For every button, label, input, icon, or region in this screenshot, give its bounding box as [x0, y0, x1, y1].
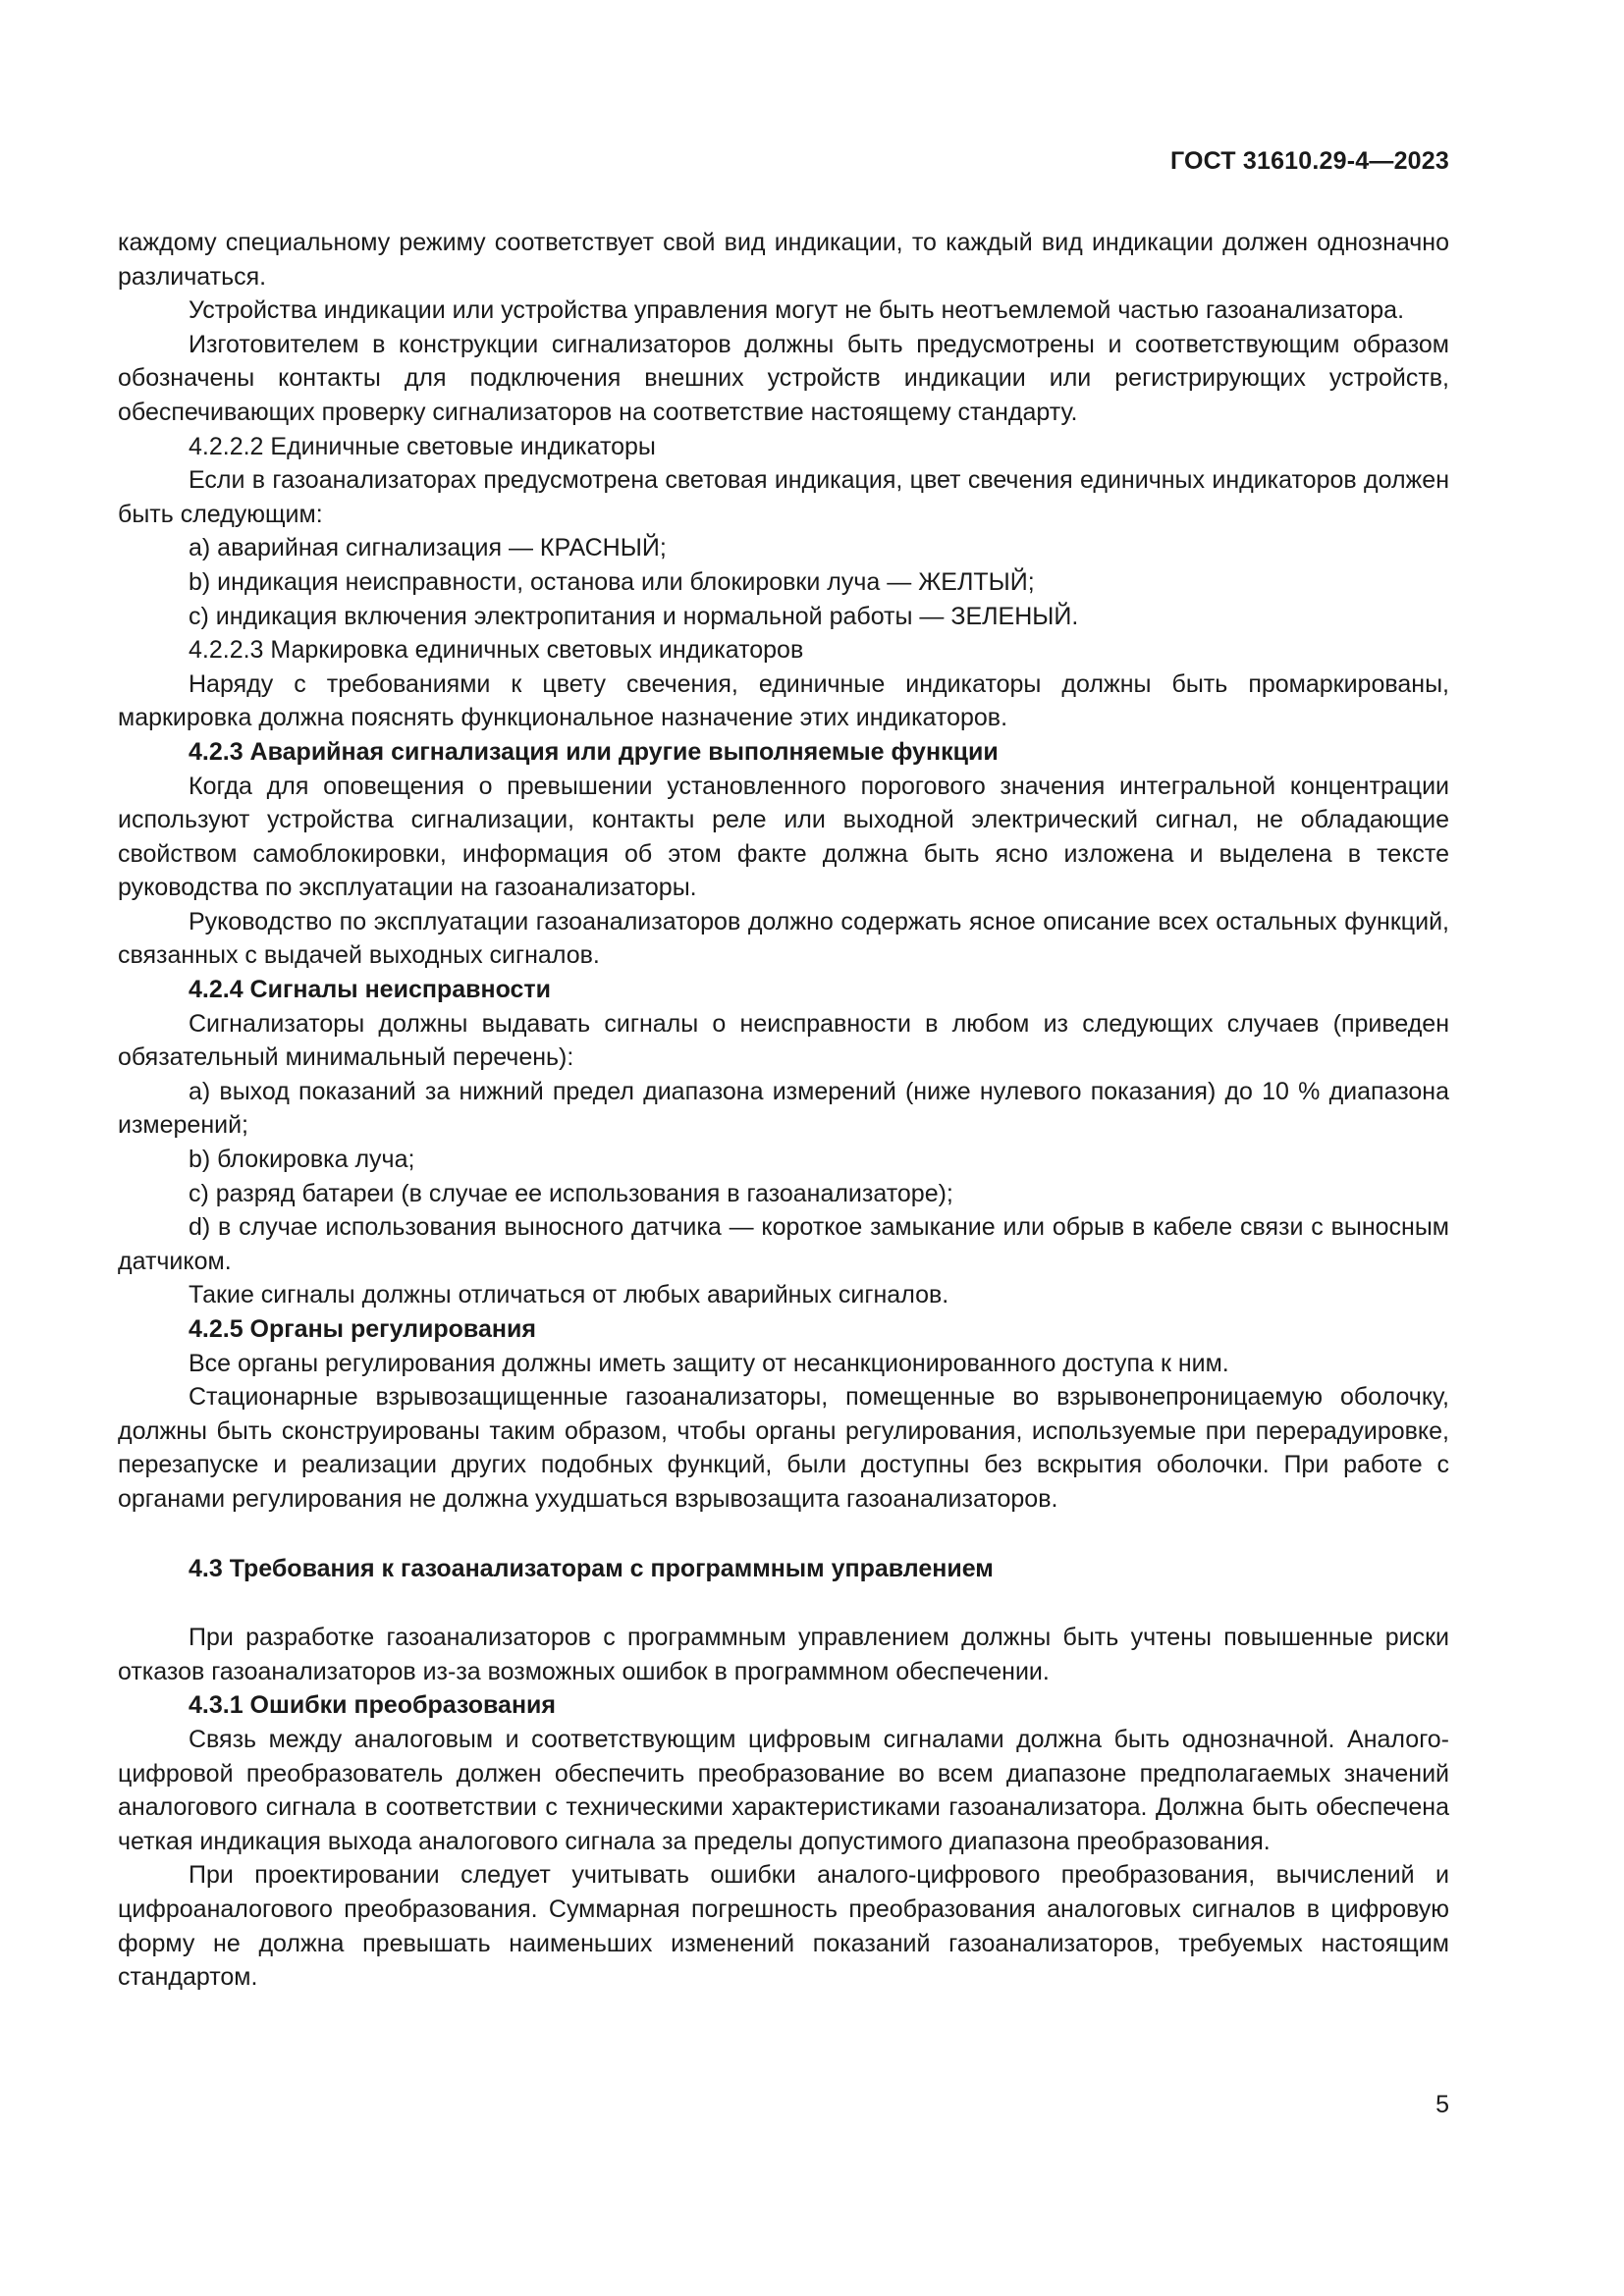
- paragraph: Руководство по эксплуатации газоанализаторов должно содержать ясное описание всех остальных функций, связанных с выдачей выходных сигналов.: [118, 907, 1449, 970]
- subsection-title: 4.2.2.3 Маркировка единичных световых индикаторов: [189, 636, 804, 665]
- list-item: b) блокировка луча;: [189, 1146, 415, 1174]
- paragraph: Наряду с требованиями к цвету свечения, единичные индикаторы должны быть промаркированы, маркировка должна пояснять функциональное назначение этих индикаторов.: [118, 669, 1449, 732]
- paragraph: Когда для оповещения о превышении установленного порогового значения интегральной концентрации используют устройства сигнализации, контакты реле или выходной электрический сигнал, не обладающие свойством самоблокировки, информация об этом факте должна быть ясно изложена и выделена в тексте руководства по эксплуатации на газоанализаторы.: [118, 772, 1449, 902]
- list-item: d) в случае использования выносного датчика — короткое замыкание или обрыв в кабеле связи с выносным датчиком.: [118, 1213, 1449, 1275]
- paragraph: При проектировании следует учитывать ошибки аналого-цифрового преобразования, вычислений и цифроаналогового преобразования. Суммарная погрешность преобразования аналоговых сигналов в цифровую форму не должна превышать наименьших изменений показаний газоанализаторов, требуемых настоящим стандартом.: [118, 1861, 1449, 1992]
- paragraph: Все органы регулирования должны иметь защиту от несанкционированного доступа к ним.: [189, 1349, 1229, 1377]
- section-heading: 4.2.3 Аварийная сигнализация или другие выполняемые функции: [189, 737, 999, 766]
- section-heading: 4.3.1 Ошибки преобразования: [189, 1691, 557, 1720]
- list-item: c) разряд батареи (в случае ее использования в газоанализаторе);: [189, 1179, 953, 1207]
- list-item: a) выход показаний за нижний предел диапазона измерений (ниже нулевого показания) до 10 % диапазона измерений;: [118, 1077, 1449, 1140]
- paragraph: Стационарные взрывозащищенные газоанализаторы, помещенные во взрывонепроницаемую оболочку, должны быть сконструированы таким образом, чтобы органы регулирования, используемые при перерадуировке, перезапуске и реализации других подобных функций, были доступны без вскрытия оболочки. При работе с органами регулирования не должна ухудшаться взрывозащита газоанализаторов.: [118, 1383, 1449, 1513]
- paragraph: Изготовителем в конструкции сигнализаторов должны быть предусмотрены и соответствующим образом обозначены контакты для подключения внешних устройств индикации или регистрирующих устройств, обеспечивающих проверку сигнализаторов на соответствие настоящему стандарту.: [118, 330, 1449, 426]
- page-number: 5: [1435, 2091, 1449, 2118]
- paragraph: Устройства индикации или устройства управления могут не быть неотъемлемой частью газоанализатора.: [189, 296, 1405, 325]
- list-item: a) аварийная сигнализация — КРАСНЫЙ;: [189, 534, 667, 562]
- paragraph: При разработке газоанализаторов с программным управлением должны быть учтены повышенные риски отказов газоанализаторов из-за возможных ошибок в программном обеспечении.: [118, 1624, 1449, 1685]
- paragraph: каждому специальному режиму соответствует свой вид индикации, то каждый вид индикации должен однозначно различаться.: [118, 229, 1449, 291]
- paragraph: Сигнализаторы должны выдавать сигналы о неисправности в любом из следующих случаев (приведен обязательный минимальный перечень):: [118, 1009, 1449, 1072]
- list-item: c) индикация включения электропитания и нормальной работы — ЗЕЛЕНЫЙ.: [189, 602, 1079, 630]
- section-heading: 4.3 Требования к газоанализаторам с программным управлением: [189, 1554, 994, 1582]
- document-code-header: ГОСТ 31610.29-4—2023: [1169, 147, 1449, 175]
- paragraph: Если в газоанализаторах предусмотрена световая индикация, цвет свечения единичных индикаторов должен быть следующим:: [118, 466, 1449, 528]
- section-heading: 4.2.5 Органы регулирования: [189, 1315, 536, 1343]
- list-item: b) индикация неисправности, останова или блокировки луча — ЖЕЛТЫЙ;: [189, 567, 1035, 596]
- paragraph: Такие сигналы должны отличаться от любых аварийных сигналов.: [189, 1281, 949, 1309]
- paragraph: Связь между аналоговым и соответствующим цифровым сигналами должна быть однозначной. Аналого-цифровой преобразователь должен обеспечить преобразование во всем диапазоне предполагаемых значений аналогового сигнала в соответствии с техническими характеристиками газоанализатора. Должна быть обеспечена четкая индикация выхода аналогового сигнала за пределы допустимого диапазона преобразования.: [118, 1725, 1449, 1855]
- subsection-title: 4.2.2.2 Единичные световые индикаторы: [189, 432, 656, 460]
- section-heading: 4.2.4 Сигналы неисправности: [189, 976, 552, 1004]
- document-body: [118, 226, 1449, 1995]
